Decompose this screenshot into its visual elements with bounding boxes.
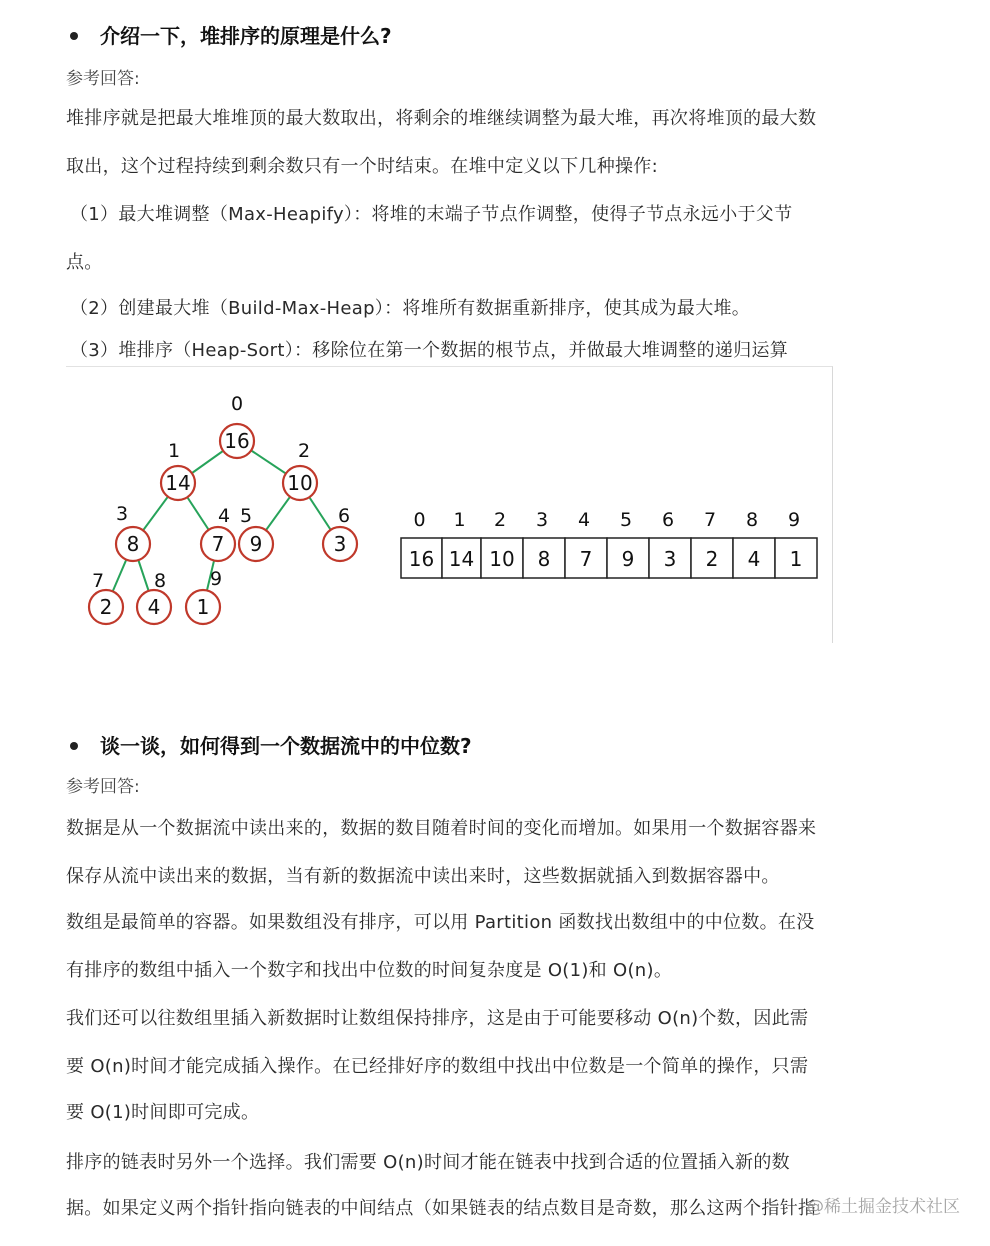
array-value: 16 xyxy=(408,547,435,571)
section2-line-4: 有排序的数组中插入一个数字和找出中位数的时间复杂度是 O(1)和 O(n)。 xyxy=(66,960,673,981)
section2-line-5: 我们还可以往数组里插入新数据时让数组保持排序，这是由于可能要移动 O(n)个数，因此需 xyxy=(66,1008,809,1029)
tree-node-value: 3 xyxy=(333,532,347,556)
array-index: 2 xyxy=(493,509,507,531)
array-index: 9 xyxy=(787,509,801,531)
tree-node-index: 9 xyxy=(209,568,223,590)
section2-line-6: 要 O(n)时间才能完成插入操作。在已经排好序的数组中找出中位数是一个简单的操作，只需 xyxy=(66,1056,809,1077)
tree-node-index: 2 xyxy=(297,440,311,462)
array-index: 1 xyxy=(453,509,466,531)
section2-line-8: 排序的链表时另外一个选择。我们需要 O(n)时间才能在链表中找到合适的位置插入新的数 xyxy=(66,1152,790,1173)
tree-node-index: 4 xyxy=(217,505,231,527)
array-value: 1 xyxy=(789,547,803,571)
tree-node-value: 14 xyxy=(165,471,191,495)
tree-node-value: 2 xyxy=(99,595,113,619)
array-value: 8 xyxy=(537,547,551,571)
tree-node-index: 6 xyxy=(337,505,351,527)
tree-node-value: 16 xyxy=(224,429,250,453)
tree-node-value: 10 xyxy=(287,471,313,495)
array-value: 2 xyxy=(705,547,719,571)
section2-line-7: 要 O(1)时间即可完成。 xyxy=(66,1102,260,1123)
section1-heading-text: 介绍一下，堆排序的原理是什么? xyxy=(100,24,392,48)
tree-node-index: 5 xyxy=(239,505,253,527)
watermark: @稀土掘金技术社区 xyxy=(807,1197,960,1217)
section2-line-3: 数组是最简单的容器。如果数组没有排序，可以用 Partition 函数找出数组中的中位数。在没 xyxy=(66,912,815,933)
array-index: 7 xyxy=(703,509,717,531)
array-value: 7 xyxy=(579,547,593,571)
section2-line-2: 保存从流中读出来的数据，当有新的数据流中读出来时，这些数据就插入到数据容器中。 xyxy=(66,866,780,887)
tree-node-index: 8 xyxy=(153,570,167,592)
tree-node-index: 0 xyxy=(230,393,244,415)
array-value: 4 xyxy=(747,547,761,571)
tree-node-value: 1 xyxy=(196,595,210,619)
section2-line-9: 据。如果定义两个指针指向链表的中间结点（如果链表的结点数目是奇数，那么这两个指针指 xyxy=(66,1198,817,1219)
bullet-icon xyxy=(70,742,78,750)
section2-heading xyxy=(70,730,472,759)
section1-ref-label: 参考回答: xyxy=(66,69,140,89)
tree-node-index: 3 xyxy=(115,503,129,525)
tree-node-value: 8 xyxy=(126,532,140,556)
section2-line-1: 数据是从一个数据流中读出来的，数据的数目随着时间的变化而增加。如果用一个数据容器来 xyxy=(66,818,817,839)
array-index: 4 xyxy=(577,509,591,531)
tree-node-value: 4 xyxy=(147,595,161,619)
section1-line-4: 点。 xyxy=(66,252,103,273)
array-value: 9 xyxy=(621,547,635,571)
section1-line-6: （3）堆排序（Heap-Sort）：移除位在第一个数据的根节点，并做最大堆调整的递归运算 xyxy=(70,340,789,361)
array-value: 14 xyxy=(448,547,475,571)
array-index: 5 xyxy=(619,509,633,531)
section1-line-2: 取出，这个过程持续到剩余数只有一个时结束。在堆中定义以下几种操作: xyxy=(66,156,658,177)
tree-node-index: 7 xyxy=(91,570,105,592)
array-value: 10 xyxy=(489,547,515,571)
array-index: 6 xyxy=(661,509,675,531)
section1-line-3: （1）最大堆调整（Max-Heapify）：将堆的末端子节点作调整，使得子节点永远小于父节 xyxy=(70,204,793,225)
array-index: 0 xyxy=(413,509,426,531)
tree-node-value: 9 xyxy=(249,532,263,556)
section2-heading-text: 谈一谈，如何得到一个数据流中的中位数? xyxy=(100,734,472,758)
array-index: 8 xyxy=(745,509,759,531)
array-value: 3 xyxy=(663,547,677,571)
section1-line-5: （2）创建最大堆（Build-Max-Heap）：将堆所有数据重新排序，使其成为最大堆。 xyxy=(70,298,751,319)
array-index: 3 xyxy=(535,509,549,531)
tree-node-index: 1 xyxy=(167,440,181,462)
section2-ref-label: 参考回答: xyxy=(66,777,140,797)
tree-node-value: 7 xyxy=(211,532,225,556)
section1-line-1: 堆排序就是把最大堆堆顶的最大数取出，将剩余的堆继续调整为最大堆，再次将堆顶的最大数 xyxy=(66,108,817,129)
